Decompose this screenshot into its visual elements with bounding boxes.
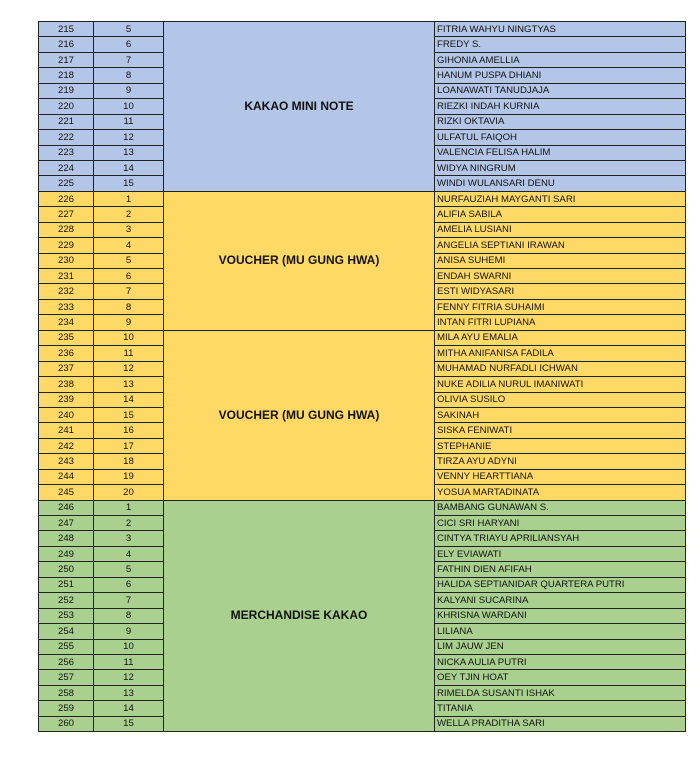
row-number-cell[interactable]: 227 (39, 207, 94, 222)
group-index-cell[interactable]: 4 (94, 238, 164, 253)
winner-name-cell[interactable]: WELLA PRADITHA SARI (435, 716, 686, 731)
group-index-cell[interactable]: 12 (94, 130, 164, 145)
winner-name-cell[interactable]: CICI SRI HARYANI (435, 516, 686, 531)
row-number-cell[interactable]: 239 (39, 392, 94, 407)
winners-table-body (39, 22, 686, 732)
row-number-cell[interactable]: 260 (39, 716, 94, 731)
group-index-cell[interactable]: 6 (94, 577, 164, 592)
row-number-cell[interactable]: 226 (39, 191, 94, 206)
winner-name-cell[interactable]: ENDAH SWARNI (435, 269, 686, 284)
winner-name-cell[interactable]: HALIDA SEPTIANIDAR QUARTERA PUTRI (435, 577, 686, 592)
group-index-cell[interactable]: 12 (94, 361, 164, 376)
row-number-cell[interactable]: 235 (39, 330, 94, 345)
winner-name-cell[interactable]: FREDY S. (435, 37, 686, 52)
group-index-cell[interactable]: 11 (94, 654, 164, 669)
winner-name-cell[interactable]: SISKA FENIWATI (435, 423, 686, 438)
winner-name-cell[interactable]: ELY EVIAWATI (435, 546, 686, 561)
row-number-cell[interactable]: 250 (39, 562, 94, 577)
winner-name-cell[interactable]: KALYANI SUCARINA (435, 593, 686, 608)
winner-name-cell[interactable]: INTAN FITRI LUPIANA (435, 315, 686, 330)
row-number-cell[interactable]: 234 (39, 315, 94, 330)
row-number-cell[interactable]: 246 (39, 500, 94, 515)
winner-name-cell[interactable]: NICKA AULIA PUTRI (435, 654, 686, 669)
group-index-cell[interactable]: 14 (94, 392, 164, 407)
prize-cell[interactable]: VOUCHER (MU GUNG HWA) (164, 191, 435, 330)
row-number-cell[interactable]: 251 (39, 577, 94, 592)
row-number-cell[interactable]: 240 (39, 407, 94, 422)
group-index-cell[interactable]: 5 (94, 253, 164, 268)
group-index-cell[interactable]: 14 (94, 160, 164, 175)
group-index-cell[interactable]: 1 (94, 191, 164, 206)
row-number-cell[interactable]: 232 (39, 284, 94, 299)
winner-name-cell[interactable]: OEY TJIN HOAT (435, 670, 686, 685)
group-index-cell[interactable]: 13 (94, 377, 164, 392)
winner-name-cell[interactable]: NURFAUZIAH MAYGANTI SARI (435, 191, 686, 206)
group-index-cell[interactable]: 10 (94, 99, 164, 114)
group-index-cell[interactable]: 7 (94, 52, 164, 67)
group-index-cell[interactable]: 11 (94, 346, 164, 361)
table-row (39, 191, 686, 206)
group-index-cell[interactable]: 2 (94, 207, 164, 222)
table-row (39, 330, 686, 345)
row-number-cell[interactable]: 231 (39, 269, 94, 284)
row-number-cell[interactable]: 218 (39, 68, 94, 83)
winner-name-cell[interactable]: VALENCIA FELISA HALIM (435, 145, 686, 160)
row-number-cell[interactable]: 230 (39, 253, 94, 268)
winner-name-cell[interactable]: VENNY HEARTTIANA (435, 469, 686, 484)
prize-cell[interactable]: VOUCHER (MU GUNG HWA) (164, 330, 435, 500)
winner-name-cell[interactable]: NUKE ADILIA NURUL IMANIWATI (435, 377, 686, 392)
row-number-cell[interactable]: 253 (39, 608, 94, 623)
group-index-cell[interactable]: 18 (94, 454, 164, 469)
winner-name-cell[interactable]: ANISA SUHEMI (435, 253, 686, 268)
group-index-cell[interactable]: 7 (94, 284, 164, 299)
winners-table (38, 21, 686, 732)
group-index-cell[interactable]: 11 (94, 114, 164, 129)
group-index-cell[interactable]: 9 (94, 315, 164, 330)
row-number-cell[interactable]: 229 (39, 238, 94, 253)
prize-cell[interactable]: MERCHANDISE KAKAO (164, 500, 435, 732)
group-index-cell[interactable]: 15 (94, 716, 164, 731)
group-index-cell[interactable]: 3 (94, 222, 164, 237)
group-index-cell[interactable]: 13 (94, 145, 164, 160)
winner-name-cell[interactable]: SAKINAH (435, 407, 686, 422)
row-number-cell[interactable]: 236 (39, 346, 94, 361)
winner-name-cell[interactable]: RIMELDA SUSANTI ISHAK (435, 685, 686, 700)
winner-name-cell[interactable]: FITRIA WAHYU NINGTYAS (435, 22, 686, 37)
group-index-cell[interactable]: 15 (94, 407, 164, 422)
group-index-cell[interactable]: 6 (94, 269, 164, 284)
row-number-cell[interactable]: 259 (39, 701, 94, 716)
winner-name-cell[interactable]: FATHIN DIEN AFIFAH (435, 562, 686, 577)
winner-name-cell[interactable]: MILA AYU EMALIA (435, 330, 686, 345)
row-number-cell[interactable]: 228 (39, 222, 94, 237)
row-number-cell[interactable]: 254 (39, 624, 94, 639)
row-number-cell[interactable]: 244 (39, 469, 94, 484)
winner-name-cell[interactable]: MUHAMAD NURFADLI ICHWAN (435, 361, 686, 376)
row-number-cell[interactable]: 247 (39, 516, 94, 531)
winner-name-cell[interactable]: CINTYA TRIAYU APRILIANSYAH (435, 531, 686, 546)
winner-name-cell[interactable]: TIRZA AYU ADYNI (435, 454, 686, 469)
row-number-cell[interactable]: 237 (39, 361, 94, 376)
row-number-cell[interactable]: 219 (39, 83, 94, 98)
group-index-cell[interactable]: 10 (94, 330, 164, 345)
winner-name-cell[interactable]: OLIVIA SUSILO (435, 392, 686, 407)
winner-name-cell[interactable]: HANUM PUSPA DHIANI (435, 68, 686, 83)
group-index-cell[interactable]: 4 (94, 546, 164, 561)
group-index-cell[interactable]: 7 (94, 593, 164, 608)
row-number-cell[interactable]: 223 (39, 145, 94, 160)
winner-name-cell[interactable]: STEPHANIE (435, 438, 686, 453)
row-number-cell[interactable]: 248 (39, 531, 94, 546)
row-number-cell[interactable]: 220 (39, 99, 94, 114)
group-index-cell[interactable]: 8 (94, 299, 164, 314)
winner-name-cell[interactable]: ANGELIA SEPTIANI IRAWAN (435, 238, 686, 253)
row-number-cell[interactable]: 256 (39, 654, 94, 669)
winner-name-cell[interactable]: YOSUA MARTADINATA (435, 485, 686, 500)
group-index-cell[interactable]: 5 (94, 22, 164, 37)
group-index-cell[interactable]: 6 (94, 37, 164, 52)
winner-name-cell[interactable]: ALIFIA SABILA (435, 207, 686, 222)
group-index-cell[interactable]: 14 (94, 701, 164, 716)
row-number-cell[interactable]: 221 (39, 114, 94, 129)
row-number-cell[interactable]: 224 (39, 160, 94, 175)
group-index-cell[interactable]: 8 (94, 608, 164, 623)
group-index-cell[interactable]: 17 (94, 438, 164, 453)
winner-name-cell[interactable]: WINDI WULANSARI DENU (435, 176, 686, 191)
winner-name-cell[interactable]: MITHA ANIFANISA FADILA (435, 346, 686, 361)
winner-name-cell[interactable]: RIEZKI INDAH KURNIA (435, 99, 686, 114)
row-number-cell[interactable]: 242 (39, 438, 94, 453)
group-index-cell[interactable]: 2 (94, 516, 164, 531)
winner-name-cell[interactable]: ULFATUL FAIQOH (435, 130, 686, 145)
row-number-cell[interactable]: 249 (39, 546, 94, 561)
row-number-cell[interactable]: 238 (39, 377, 94, 392)
winner-name-cell[interactable]: TITANIA (435, 701, 686, 716)
group-index-cell[interactable]: 9 (94, 83, 164, 98)
group-index-cell[interactable]: 3 (94, 531, 164, 546)
group-index-cell[interactable]: 12 (94, 670, 164, 685)
winner-name-cell[interactable]: AMELIA LUSIANI (435, 222, 686, 237)
group-index-cell[interactable]: 19 (94, 469, 164, 484)
group-index-cell[interactable]: 1 (94, 500, 164, 515)
row-number-cell[interactable]: 241 (39, 423, 94, 438)
winner-name-cell[interactable]: FENNY FITRIA SUHAIMI (435, 299, 686, 314)
table-row (39, 500, 686, 515)
table-row (39, 22, 686, 37)
row-number-cell[interactable]: 215 (39, 22, 94, 37)
group-index-cell[interactable]: 8 (94, 68, 164, 83)
group-index-cell[interactable]: 16 (94, 423, 164, 438)
row-number-cell[interactable]: 216 (39, 37, 94, 52)
row-number-cell[interactable]: 258 (39, 685, 94, 700)
row-number-cell[interactable]: 217 (39, 52, 94, 67)
winner-name-cell[interactable]: KHRISNA WARDANI (435, 608, 686, 623)
group-index-cell[interactable]: 20 (94, 485, 164, 500)
winner-name-cell[interactable]: LOANAWATI TANUDJAJA (435, 83, 686, 98)
row-number-cell[interactable]: 245 (39, 485, 94, 500)
prize-cell[interactable]: KAKAO MINI NOTE (164, 22, 435, 192)
winner-name-cell[interactable]: ESTI WIDYASARI (435, 284, 686, 299)
group-index-cell[interactable]: 13 (94, 685, 164, 700)
row-number-cell[interactable]: 252 (39, 593, 94, 608)
row-number-cell[interactable]: 233 (39, 299, 94, 314)
winner-name-cell[interactable]: LILIANA (435, 624, 686, 639)
row-number-cell[interactable]: 255 (39, 639, 94, 654)
winner-name-cell[interactable]: GIHONIA AMELLIA (435, 52, 686, 67)
row-number-cell[interactable]: 243 (39, 454, 94, 469)
winner-name-cell[interactable]: RIZKI OKTAVIA (435, 114, 686, 129)
group-index-cell[interactable]: 9 (94, 624, 164, 639)
group-index-cell[interactable]: 10 (94, 639, 164, 654)
group-index-cell[interactable]: 15 (94, 176, 164, 191)
row-number-cell[interactable]: 257 (39, 670, 94, 685)
winner-name-cell[interactable]: BAMBANG GUNAWAN S. (435, 500, 686, 515)
row-number-cell[interactable]: 225 (39, 176, 94, 191)
row-number-cell[interactable]: 222 (39, 130, 94, 145)
winner-name-cell[interactable]: LIM JAUW JEN (435, 639, 686, 654)
winner-name-cell[interactable]: WIDYA NINGRUM (435, 160, 686, 175)
group-index-cell[interactable]: 5 (94, 562, 164, 577)
